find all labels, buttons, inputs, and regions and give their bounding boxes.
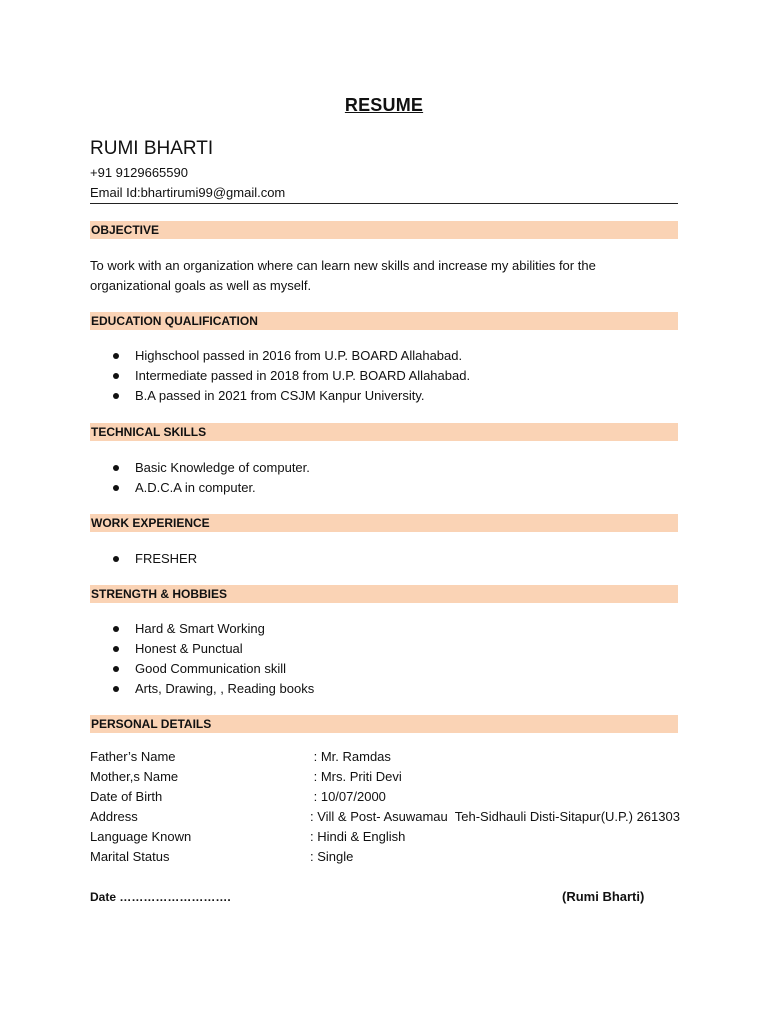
bullet-icon [113,373,119,379]
email-address: Email Id:bhartirumi99@gmail.com [90,185,286,200]
detail-label: Date of Birth [90,789,163,804]
detail-value: : Mrs. Priti Devi [310,769,402,784]
section-heading-work-experience: WORK EXPERIENCE [90,514,678,532]
bullet-icon [113,353,119,359]
bullet-icon [113,393,119,399]
detail-row [90,767,690,787]
strength-item: Arts, Drawing, , Reading books [135,681,315,696]
education-item: B.A passed in 2021 from CSJM Kanpur University. [135,388,425,403]
education-item: Intermediate passed in 2018 from U.P. BOARD Allahabad. [135,368,471,383]
list-item [90,679,314,699]
list-item [90,619,314,639]
list-item [90,659,314,679]
bullet-icon [113,666,119,672]
list-item [90,346,470,366]
work-experience-list [90,549,197,569]
resume-title: RESUME [344,95,424,115]
strength-item: Hard & Smart Working [135,621,265,636]
list-item [90,549,197,569]
detail-row [90,807,690,827]
skill-item: Basic Knowledge of computer. [135,460,310,475]
detail-value: : Single [310,849,354,864]
phone-number: +91 9129665590 [90,165,188,180]
strength-item: Honest & Punctual [135,641,243,656]
education-item: Highschool passed in 2016 from U.P. BOARD Allahabad. [135,348,463,363]
detail-value: : Vill & Post- Asuwamau Teh-Sidhauli Disti-Sitapur(U.P.) 261303 [310,809,680,824]
strength-hobbies-list [90,619,314,699]
detail-label: Father’s Name [90,749,176,764]
section-heading-technical-skills: TECHNICAL SKILLS [90,423,678,441]
detail-row [90,787,690,807]
detail-row [90,747,690,767]
bullet-icon [113,626,119,632]
list-item [90,478,310,498]
header-divider [90,203,678,204]
education-list [90,346,470,406]
candidate-name: RUMI BHARTI [90,138,214,159]
bullet-icon [113,686,119,692]
strength-item: Good Communication skill [135,661,287,676]
list-item [90,458,310,478]
section-heading-education: EDUCATION QUALIFICATION [90,312,678,330]
detail-label: Marital Status [90,849,170,864]
detail-label: Mother,s Name [90,769,179,784]
section-heading-personal-details: PERSONAL DETAILS [90,715,678,733]
list-item [90,639,314,659]
detail-label: Address [90,809,138,824]
detail-value: : Hindi & English [310,829,406,844]
section-heading-objective: OBJECTIVE [90,221,678,239]
detail-value: : Mr. Ramdas [310,749,391,764]
detail-label: Language Known [90,829,192,844]
list-item [90,386,470,406]
work-item: FRESHER [135,551,198,566]
bullet-icon [113,556,119,562]
signature-name: (Rumi Bharti) [562,889,645,904]
detail-row [90,847,690,867]
date-line: Date ………………………. [90,890,231,904]
objective-text: To work with an organization where can learn new skills and increase my abilities for the organizational goals as well as myself. [90,258,596,293]
bullet-icon [113,646,119,652]
personal-details-table [90,747,690,867]
technical-skills-list [90,458,310,498]
bullet-icon [113,485,119,491]
detail-row [90,827,690,847]
section-heading-strength-hobbies: STRENGTH & HOBBIES [90,585,678,603]
bullet-icon [113,465,119,471]
skill-item: A.D.C.A in computer. [135,480,256,495]
list-item [90,366,470,386]
detail-value: : 10/07/2000 [310,789,386,804]
